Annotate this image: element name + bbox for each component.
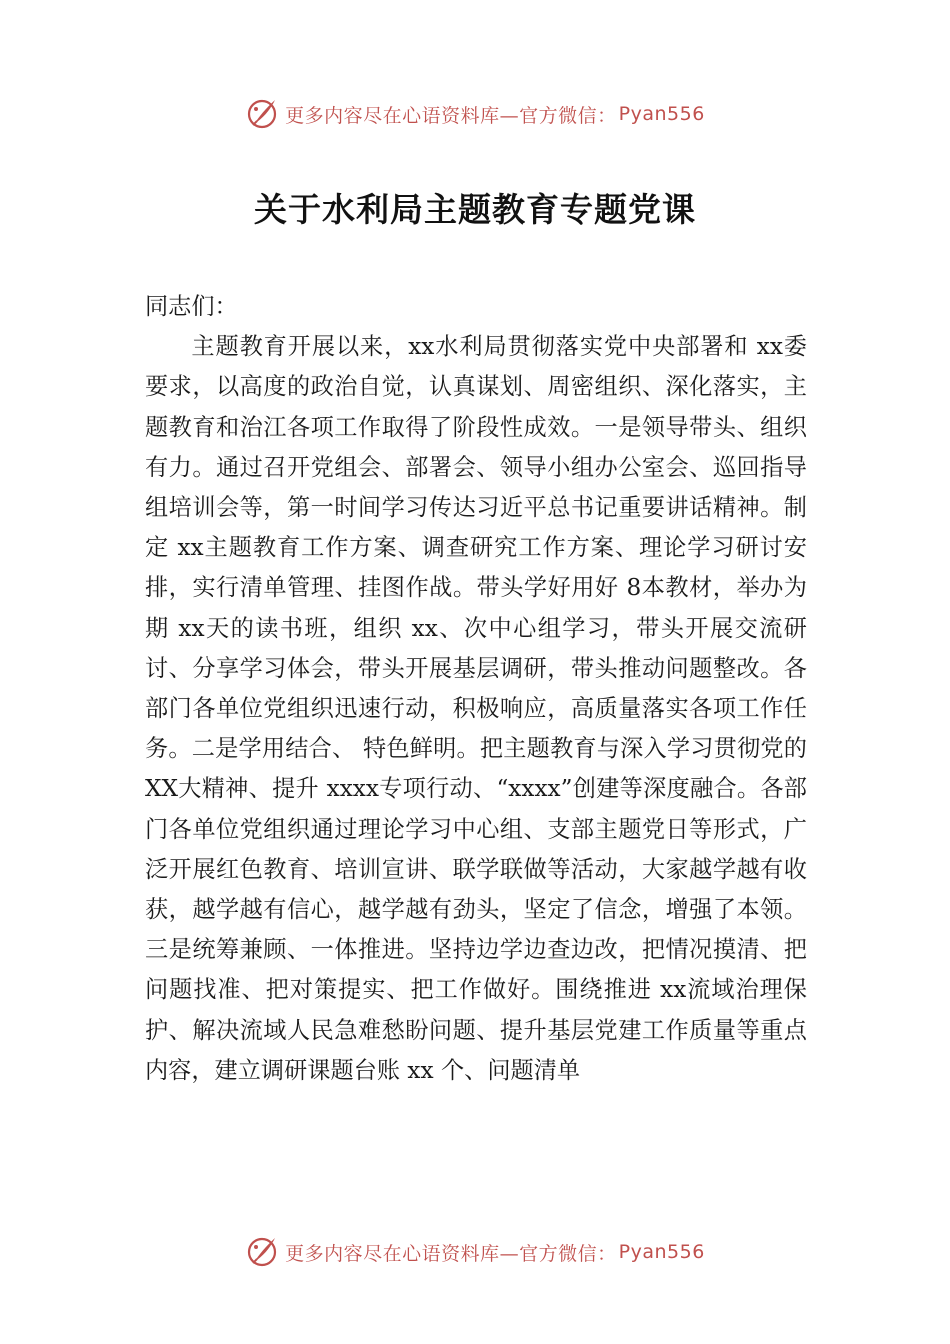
quill-pen-logo-icon [245, 1235, 279, 1269]
watermark-text: 更多内容尽在心语资料库—官方微信： [285, 1242, 617, 1265]
quill-pen-logo-icon [245, 97, 279, 131]
watermark-footer [0, 1232, 950, 1272]
watermark-text: 更多内容尽在心语资料库—官方微信： [285, 104, 617, 127]
greeting: 同志们： [145, 293, 238, 320]
document-body [145, 287, 807, 1091]
body-paragraph: 主题教育开展以来，xx水利局贯彻落实党中央部署和 xx委要求，以高度的政治自觉，认真谋划、周密组织、深化落实，主题教育和治江各项工作取得了阶段性成效。一是领导带头、组织有力。通过召开党组会、部署会、领导小组办公室会、巡回指导组培训会等，第一时间学习传达习近平总书记重要讲话精神。制定 xx主题教育工作方案、调查研究工作方案、理论学习研讨安排，实行清单管理、挂图作战。带头学好用好 8本教材，举办为期 xx天的读书班，组织 xx、次中心组学习，带头开展交流研讨、分享学习体会，带头开展基层调研，带头推动问题整改。各部门各单位党组织迅速行动，积极响应，高质量落实各项工作任务。二是学用结合、 特色鲜明。把主题教育与深入学习贯彻党的 XX大精神、提升 xxxx专项行动、“xxxx”创建等深度融合。各部门各单位党组织通过理论学习中心组、支部主题党日等形式，广泛开展红色教育、培训宣讲、联学联做等活动，大家越学越有收获，越学越有信心，越学越有劲头，坚定了信念，增强了本领。三是统筹兼顾、一体推进。坚持边学边查边改，把情况摸清、把问题找准、把对策提实、把工作做好。围绕推进 xx流域治理保护、解决流域人民急难愁盼问题、提升基层党建工作质量等重点内容，建立调研课题台账 xx 个、问题清单 [145, 333, 807, 1084]
watermark-wechat-id: Pyan556 [618, 103, 705, 125]
watermark-header [0, 94, 950, 134]
watermark-wechat-id: Pyan556 [618, 1241, 705, 1263]
document-title: 关于水利局主题教育专题党课 [254, 190, 696, 229]
